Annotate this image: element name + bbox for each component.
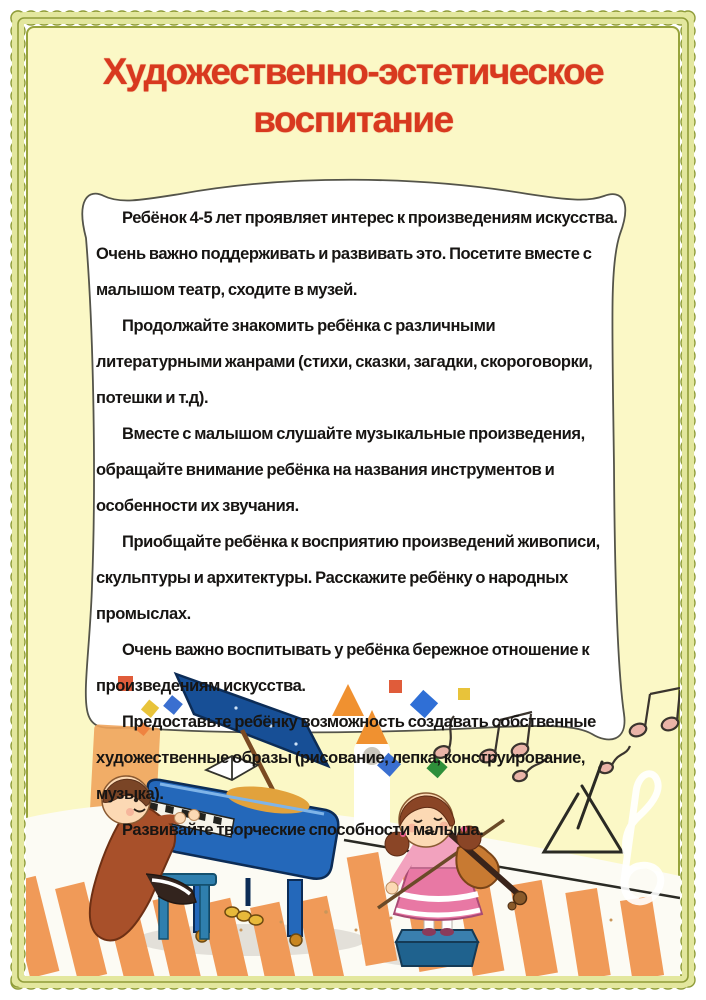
piano-leg — [288, 880, 302, 936]
paragraph: Развивайте творческие способности малыша. — [122, 821, 484, 839]
paragraph: Предоставьте ребёнку возможность создавать собственные художественные образы (рисование, лепка, конструирование, музыка). — [96, 713, 596, 803]
paragraph: Вместе с малышом слушайте музыкальные произведения, обращайте внимание ребёнка на названия инструментов и особенности их звучания. — [96, 425, 585, 515]
piano-caster — [290, 934, 302, 946]
girl-hand — [386, 882, 398, 894]
page-title — [40, 48, 666, 144]
panel-text — [96, 200, 624, 848]
page-title-line1: Художественно-эстетическое — [102, 51, 604, 92]
paragraph: Очень важно воспитывать у ребёнка бережное отношение к произведениям искусства. — [96, 641, 590, 695]
chair-leg — [200, 885, 209, 939]
paragraph: Продолжайте знакомить ребёнка с различными литературными жанрами (стихи, сказки, загадки, скороговорки, потешки и т.д). — [96, 317, 593, 407]
step-stool — [396, 930, 478, 966]
paragraph: Ребёнок 4-5 лет проявляет интерес к произведениям искусства. Очень важно поддерживать и развивать это. Посетите вместе с малышом театр, сходите в музей. — [96, 209, 618, 299]
paragraph: Приобщайте ребёнка к восприятию произведений живописи, скульптуры и архитектуры. Расскажите ребёнку о народных промыслах. — [96, 533, 600, 623]
page-title-line2: воспитание — [253, 99, 453, 141]
